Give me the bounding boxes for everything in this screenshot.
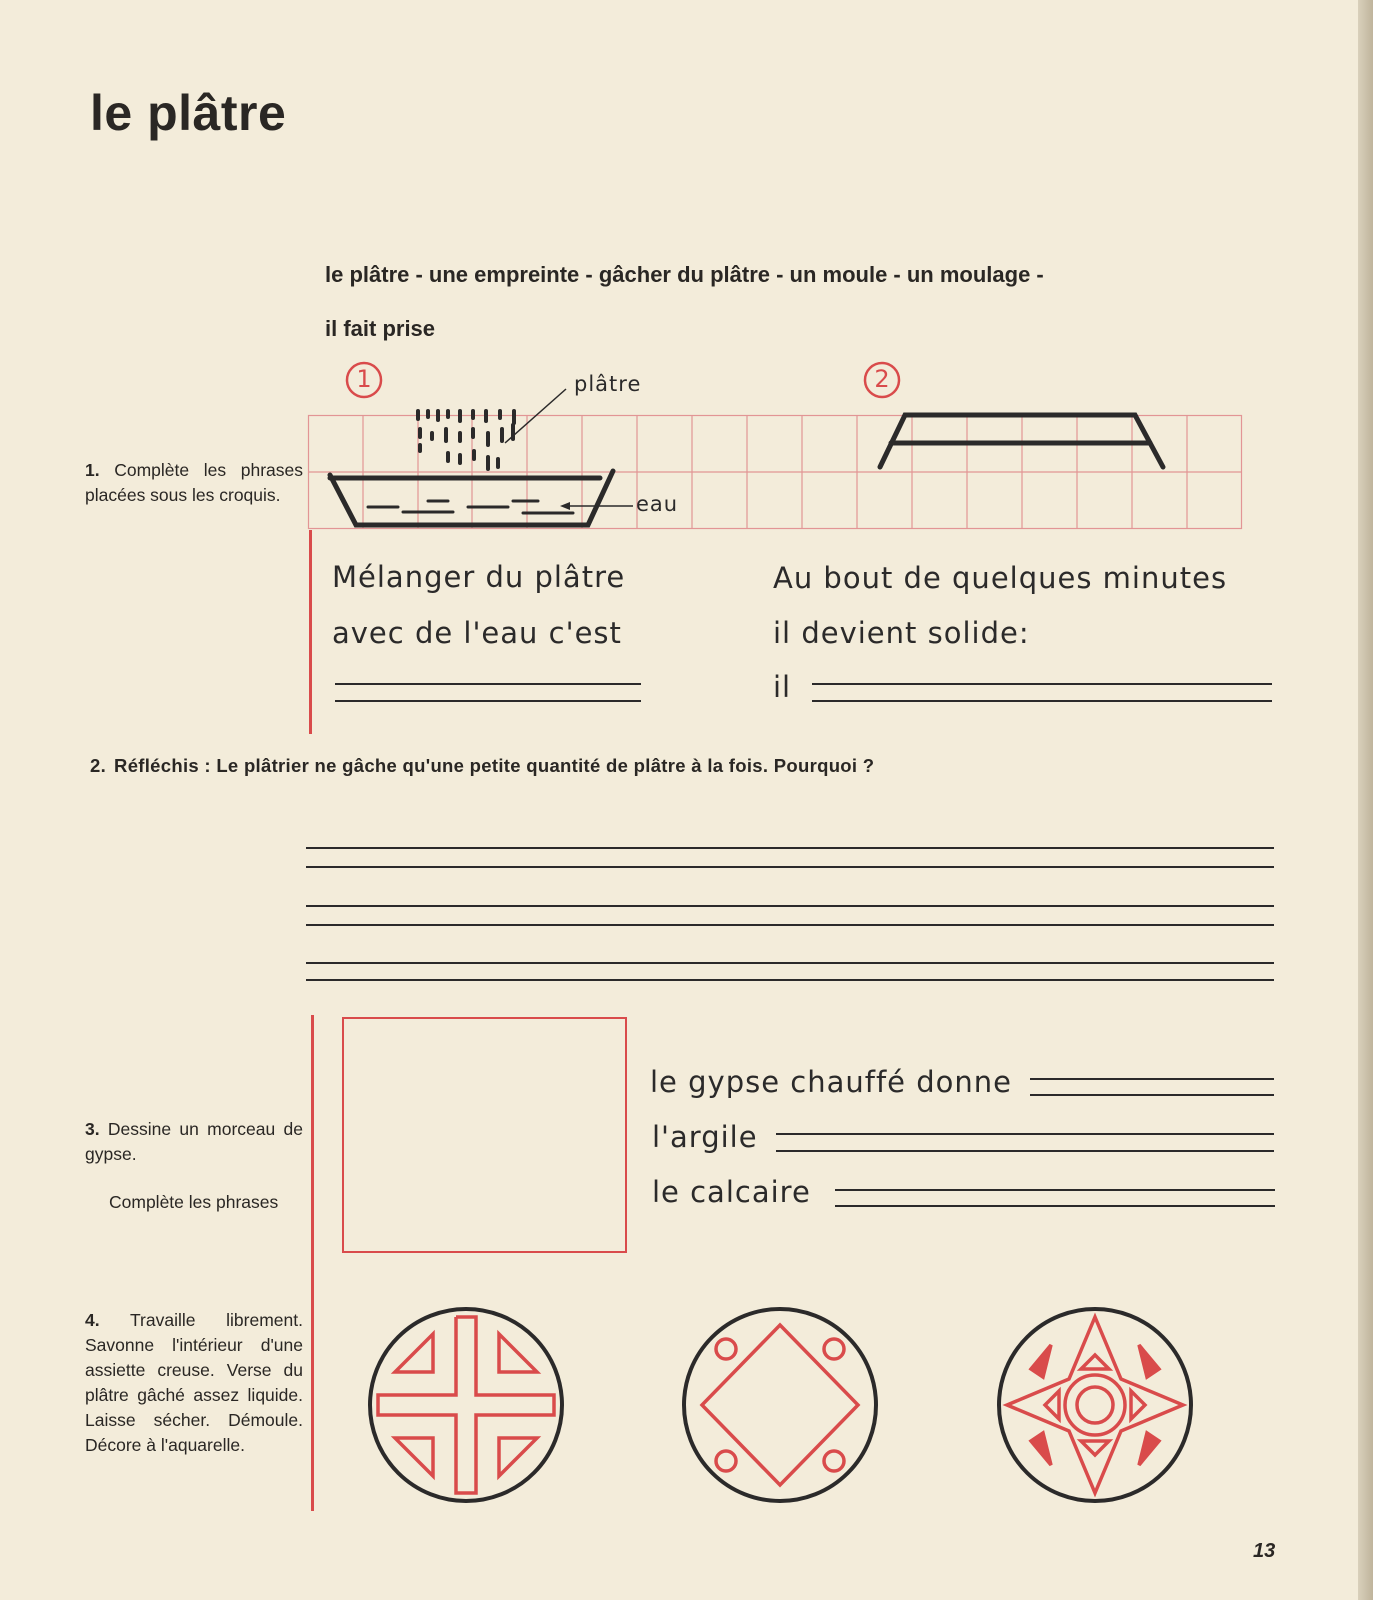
- answer-rule: [306, 924, 1274, 926]
- exercise-2-text: Réfléchis : Le plâtrier ne gâche qu'une petite quantité de plâtre à la fois. Pourquoi ?: [114, 755, 875, 776]
- exercise-3-line-1: le gypse chauffé donne: [650, 1065, 1012, 1099]
- exercise-1-instruction: [85, 458, 303, 508]
- page-edge: [1358, 0, 1373, 1600]
- exercise-4-instruction: [85, 1308, 303, 1458]
- answer-rule: [306, 866, 1274, 868]
- exercise-1-right-line-2: il devient solide:: [773, 616, 1030, 650]
- answer-rule: [776, 1150, 1274, 1152]
- answer-rule: [306, 905, 1274, 907]
- exercise-1-right-line-3: il: [773, 670, 792, 704]
- plate-design-cross: [368, 1307, 564, 1503]
- exercise-2-question: [90, 755, 874, 777]
- sketch-grid: [308, 415, 1242, 529]
- answer-rule: [335, 683, 641, 685]
- exercise-3-number: 3.: [85, 1119, 100, 1139]
- page-number: 13: [1253, 1540, 1276, 1562]
- answer-rule: [306, 847, 1274, 849]
- exercise-1-text: Complète les phrases placées sous les croquis.: [85, 460, 303, 505]
- label-platre: plâtre: [574, 372, 642, 396]
- answer-rule: [1030, 1094, 1274, 1096]
- exercise-4-number: 4.: [85, 1310, 100, 1330]
- answer-rule: [1030, 1078, 1274, 1080]
- exercise-3-line-2: l'argile: [652, 1120, 758, 1154]
- exercise-3-line-3: le calcaire: [652, 1175, 811, 1209]
- label-eau: eau: [636, 492, 679, 516]
- answer-rule: [335, 700, 641, 702]
- sketch-2-number: 2: [874, 365, 890, 393]
- page-title: le plâtre: [90, 85, 287, 141]
- exercise-1-margin-bar: [309, 530, 312, 734]
- exercises-3-4-margin-bar: [311, 1015, 314, 1511]
- answer-rule: [776, 1133, 1274, 1135]
- gypsum-drawing-box[interactable]: [342, 1017, 627, 1253]
- answer-rule: [812, 683, 1272, 685]
- plate-design-star: [997, 1307, 1193, 1503]
- exercise-1-left-line-1: Mélanger du plâtre: [332, 560, 626, 594]
- exercise-3-instruction: [85, 1117, 303, 1167]
- falling-plaster: [418, 411, 514, 469]
- plate-design-diamond: [682, 1307, 878, 1503]
- exercise-1-number: 1.: [85, 460, 100, 480]
- exercise-4-text: Travaille librement. Savonne l'intérieur d'une assiette creuse. Verse du plâtre gâché assez liquide. Laisse sécher. Démoule. Décore à l'aquarelle.: [85, 1310, 303, 1455]
- answer-rule: [306, 962, 1274, 964]
- answer-rule: [306, 979, 1274, 981]
- exercise-3-instruction-2: Complète les phrases: [109, 1192, 279, 1212]
- exercise-2-number: 2.: [90, 755, 107, 776]
- answer-rule: [835, 1205, 1275, 1207]
- vocabulary-line-1: le plâtre - une empreinte - gâcher du plâtre - un moule - un moulage -: [325, 262, 1044, 287]
- exercise-1-left-line-2: avec de l'eau c'est: [332, 616, 622, 650]
- vocabulary-line-2: il fait prise: [325, 316, 436, 341]
- answer-rule: [835, 1189, 1275, 1191]
- sketch-1-number: 1: [356, 365, 372, 393]
- answer-rule: [812, 700, 1272, 702]
- exercise-1-right-line-1: Au bout de quelques minutes: [773, 561, 1228, 595]
- exercise-3-text: Dessine un morceau de gypse.: [85, 1119, 303, 1164]
